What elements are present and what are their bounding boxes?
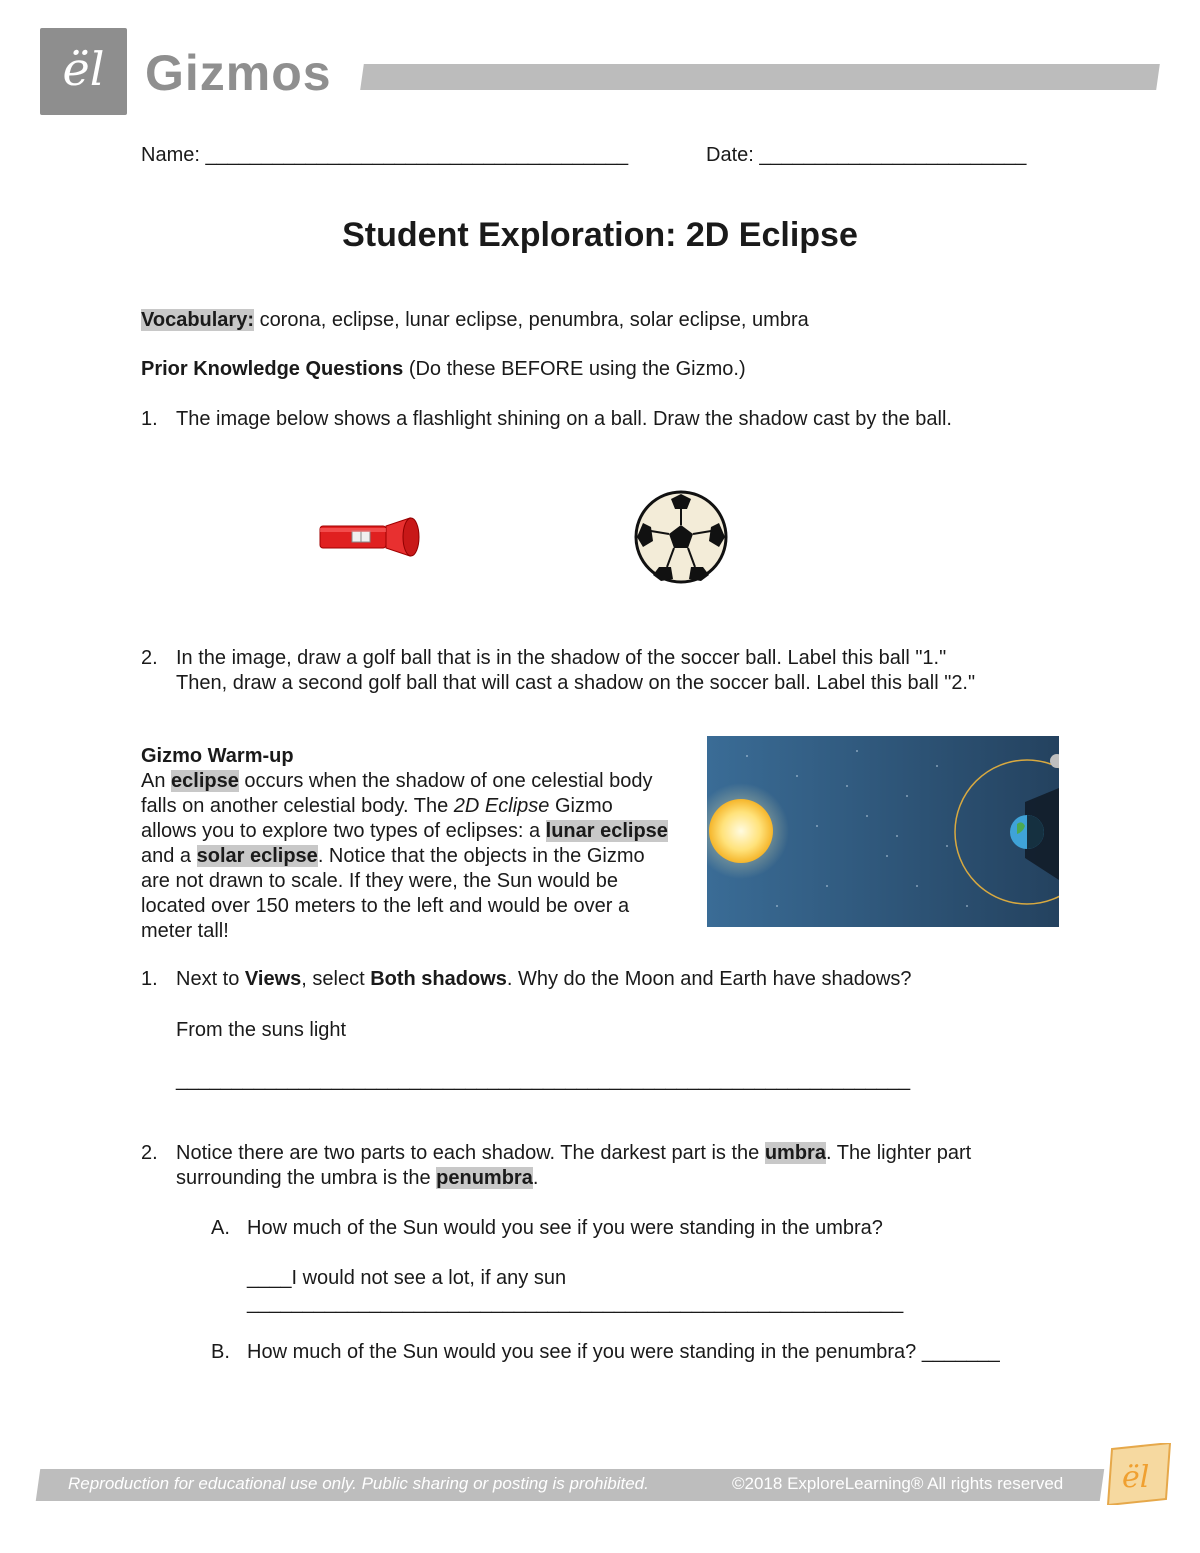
- q1-answer: From the suns light: [176, 1019, 347, 1041]
- explorelearning-logo: [40, 28, 127, 115]
- q2-text-d: .: [532, 1167, 539, 1189]
- qb-letter: B.: [211, 1341, 230, 1363]
- warmup-text-d: and a: [141, 845, 192, 867]
- prior-q1-text: The image below shows a flashlight shining on a ball. Draw the shadow cast by the ball.: [176, 408, 952, 430]
- warmup-heading: [141, 744, 294, 769]
- warmup-text-e: . Notice that the objects in the Gizmo are not drawn to scale. If they were, the Sun would be located over 150 meters to the left and would be over a meter tall!: [141, 845, 645, 942]
- name-blank: ______________________________________: [205, 144, 629, 166]
- warmup-heading-text: Gizmo Warm-up: [141, 745, 294, 767]
- term-penumbra: penumbra: [436, 1167, 533, 1189]
- prior-q2-line1: In the image, draw a golf ball that is in the shadow of the soccer ball. Label this ball "1.": [176, 647, 947, 669]
- term-eclipse: eclipse: [171, 770, 239, 792]
- warmup-text-b: occurs when the shadow of one celestial body falls on another celestial body. The: [141, 770, 653, 817]
- warmup-q2-line2: [176, 1166, 538, 1191]
- qa-answer-line: ___________________________________________________________: [247, 1292, 904, 1314]
- vocabulary-terms: corona, eclipse, lunar eclipse, penumbra, solar eclipse, umbra: [259, 309, 809, 331]
- warmup-text-c: Gizmo allows you to explore two types of eclipses: a: [141, 795, 613, 842]
- date-label: Date:: [706, 144, 754, 166]
- q1-text-c: . Why do the Moon and Earth have shadows?: [506, 968, 912, 990]
- q1-text-b: , select: [301, 968, 365, 990]
- warmup-q1-text: [176, 967, 912, 992]
- term-lunar-eclipse: lunar eclipse: [545, 820, 668, 842]
- prior-q1-number: 1.: [141, 408, 158, 430]
- qa-answer: ____I would not see a lot, if any sun: [247, 1267, 567, 1289]
- qa-text: How much of the Sun would you see if you were standing in the umbra?: [247, 1217, 883, 1239]
- qa-letter: A.: [211, 1217, 230, 1239]
- prior-knowledge-heading: [141, 357, 746, 382]
- gizmo-space-scene: [707, 736, 1059, 927]
- page-title: Student Exploration: 2D Eclipse: [342, 216, 858, 254]
- brand-title: Gizmos: [145, 45, 332, 101]
- warmup-q2-line1: [176, 1141, 971, 1166]
- qb-text: How much of the Sun would you see if you were standing in the penumbra? _______: [247, 1341, 1000, 1363]
- soccer-ball-image: [633, 489, 729, 585]
- prior-heading: Prior Knowledge Questions: [141, 358, 404, 380]
- eclipse-illustration: [707, 736, 1059, 927]
- warmup-q2-number: 2.: [141, 1142, 158, 1164]
- q1-text-a: Next to: [176, 968, 240, 990]
- q1-both-shadows: Both shadows: [370, 968, 507, 990]
- warmup-q1-number: 1.: [141, 968, 158, 990]
- footer-copyright: ©2018 ExploreLearning® All rights reserved: [732, 1474, 1064, 1493]
- q2-text-a: Notice there are two parts to each shadow. The darkest part is the: [176, 1142, 760, 1164]
- term-solar-eclipse: solar eclipse: [196, 845, 318, 867]
- header-bar: [360, 64, 1160, 90]
- date-field: [706, 143, 1026, 168]
- prior-q2-number: 2.: [141, 647, 158, 669]
- name-field: [141, 143, 628, 168]
- q2-text-c: surrounding the umbra is the: [176, 1167, 431, 1189]
- q2-text-b: . The lighter part: [825, 1142, 972, 1164]
- term-umbra: umbra: [764, 1142, 826, 1164]
- warmup-text-a: An: [141, 770, 166, 792]
- logo-text: ël: [62, 42, 105, 96]
- vocabulary-line: [141, 308, 809, 333]
- q1-answer-line: __________________________________________________________________: [176, 1069, 911, 1091]
- gizmo-name: 2D Eclipse: [453, 795, 550, 817]
- warmup-paragraph: [141, 769, 673, 944]
- svg-text:ël: ël: [1122, 1460, 1150, 1495]
- explorelearning-corner-logo: [1104, 1443, 1174, 1505]
- prior-note: (Do these BEFORE using the Gizmo.): [408, 358, 746, 380]
- footer-notice: Reproduction for educational use only. Public sharing or posting is prohibited.: [68, 1474, 649, 1493]
- date-blank: ________________________: [759, 144, 1027, 166]
- prior-q2-line2: Then, draw a second golf ball that will cast a shadow on the soccer ball. Label this ball "2.": [176, 672, 976, 694]
- flashlight-image: [318, 516, 424, 558]
- name-label: Name:: [141, 144, 200, 166]
- q1-views: Views: [244, 968, 302, 990]
- vocabulary-label: Vocabulary:: [141, 309, 254, 331]
